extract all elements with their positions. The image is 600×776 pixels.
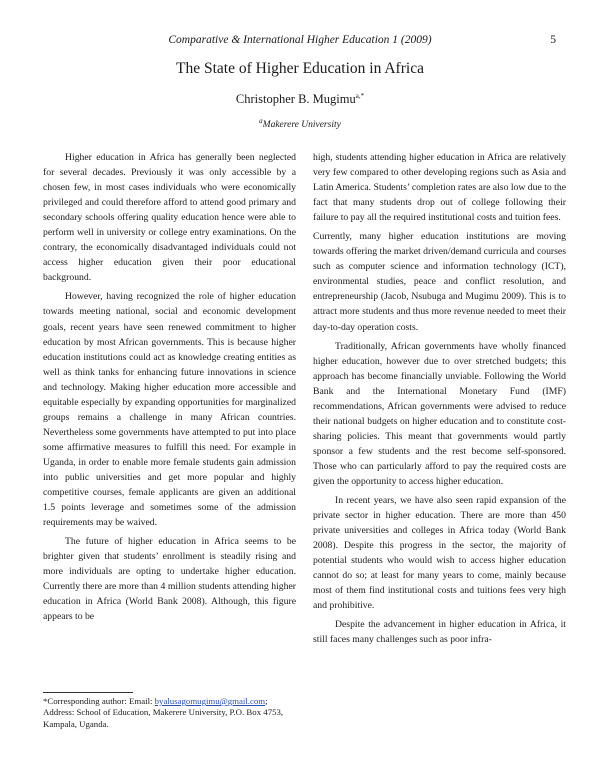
email-link[interactable]: byalusagomugimu@gmail.com: [154, 696, 266, 706]
affiliation: Makerere University: [262, 120, 341, 131]
paragraph: Higher education in Africa has generally been neglected for several decades. Previously it was only accessible by a chosen few, in most cases individuals who were economically privileged and could therefore afford to attend good primary and secondary schools offering quality education hence were able to perform well in university or college entry examinations. On the contrary, the economically disadvantaged individuals could not access higher education given their poor educational background.: [43, 152, 296, 284]
page-number: 5: [550, 34, 556, 46]
article-title: The State of Higher Education in Africa: [176, 60, 424, 77]
footnote-semicolon: ;: [265, 696, 268, 706]
paragraph: However, having recognized the role of higher education towards meeting national, social and economic development goals, recent years have seen renewed commitment to higher education by most African governments. This is because higher education institutions could act as knowledge creating entities as well as think tanks for enhancing future innovations in science and technology. Making higher education more accessible and equitable especially by expanding opportunities for marginalized groups remains a challenge in many African countries. Nevertheless some governments have attempted to put into place some affirmative measures to fulfill this need. For example in Uganda, in order to enable more female students gain admission into public universities and get more popular and highly competitive courses, female applicants are given an additional 1.5 points leverage and sometimes some of the admission requirements may be waived.: [43, 291, 296, 529]
paragraph: Despite the advancement in higher education in Africa, it still faces many challenges such as poor infra-: [313, 619, 566, 646]
footnote: [43, 696, 296, 730]
footnote-address: Address: School of Education, Makerere University, P.O. Box 4753, Kampala, Uganda.: [43, 707, 284, 729]
author-superscript: a,*: [355, 92, 365, 100]
right-column: [313, 150, 566, 652]
author-name: Christopher B. Mugimu: [235, 92, 356, 107]
author-line: [0, 92, 600, 107]
paragraph: The future of higher education in Africa seems to be brighter given that students’ enrollment is steadily rising and more individuals are opting to undertake higher education. Currently there are more than 4 million students attending higher education in Africa (World Bank 2008). Although, this figure appears to be: [43, 536, 296, 623]
paragraph: In recent years, we have also seen rapid expansion of the private sector in higher education. There are more than 450 private universities and colleges in Africa today (World Bank 2008). Despite this progress in the sector, the majority of potential students who would wish to access higher education cannot do so; at least for many years to come, mainly because most of them find institutional costs and tuitions fees very high and prohibitive.: [313, 495, 566, 612]
footnote-prefix: *Corresponding author: Email:: [43, 696, 155, 706]
affiliation-superscript: a: [259, 117, 263, 125]
footnote-divider: [43, 692, 133, 693]
paragraph: Currently, many higher education institutions are moving towards offering the market driven/demand curricula and courses such as computer science and information technology (ICT), environmental studies, peace and conflict resolution, and entrepreneurship (Jacob, Nsubuga and Mugimu 2009). This is to attract more students and thus more revenue needed to meet their day-to-day operation costs.: [313, 231, 566, 333]
left-column: [43, 150, 296, 628]
running-head: Comparative & International Higher Education 1 (2009): [168, 34, 432, 46]
affiliation-line: [0, 117, 600, 130]
paragraph-continued: high, students attending higher education in Africa are relatively very few compared to other developing regions such as Asia and Latin America. Students’ completion rates are also low due to the fact that many students drop out of college following their failure to pay all the required institutional costs and tuition fees.: [313, 152, 566, 224]
paragraph: Traditionally, African governments have wholly financed higher education, however due to over stretched budgets; this approach has become financially unviable. Following the World Bank and the International Monetary Fund (IMF) recommendations, African governments were advised to reduce their national budgets on higher education and to constitute cost-sharing policies. This meant that governments would partly sponsor a few students and the rest become self-sponsored. Those who can particularly afford to pay the required costs are given the opportunity to access higher education.: [313, 340, 566, 487]
